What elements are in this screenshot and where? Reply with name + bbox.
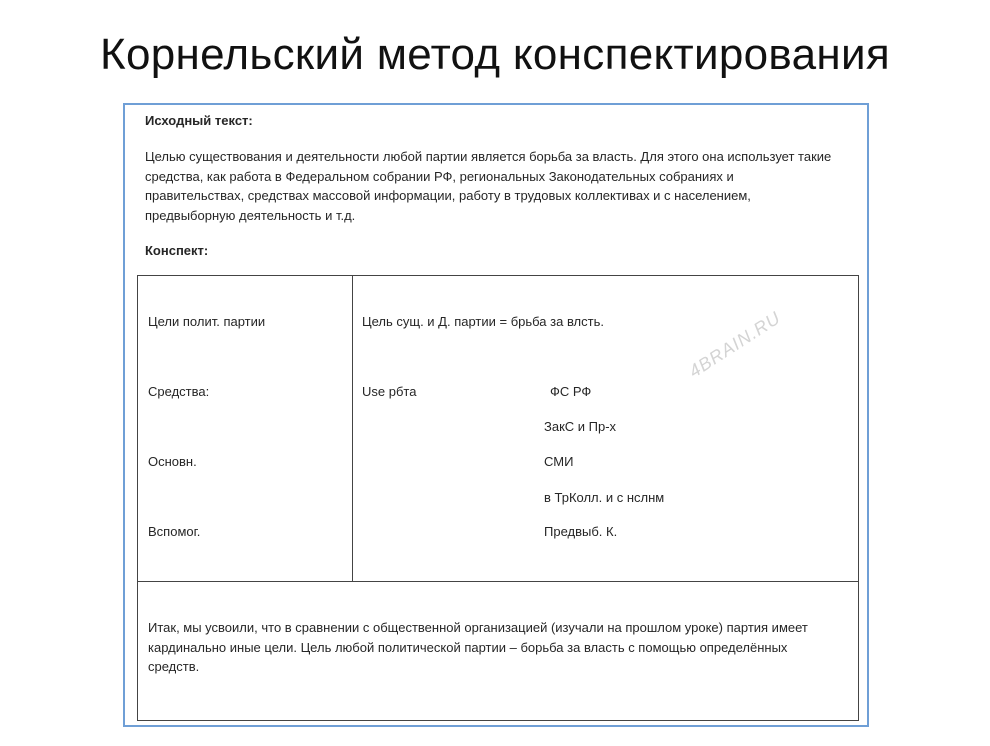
note-item: СМИ [544, 454, 574, 469]
cue-party-goals: Цели полит. партии [148, 314, 266, 329]
cue-means: Средства: [148, 384, 210, 399]
cue-main: Основн. [148, 454, 197, 469]
source-text-body: Целью существования и деятельности любой партии является борьба за власть. Для этого она использует такие средства, как работа в Федеральном собрании РФ, региональных Законодательных собраниях и правительствах, средствах массовой информации, работу в трудовых коллективах и с населением, предвыборную деятельность и т.д. [145, 149, 832, 223]
note-item: Предвыб. К. [544, 524, 618, 539]
note-item: в ТрКолл. и с нслнм [544, 490, 665, 505]
note-goal: Цель сущ. и Д. партии = брьба за влсть. [362, 314, 604, 329]
summary-label: Конспект: [145, 243, 209, 258]
note-item: ЗакС и Пр-х [544, 419, 617, 434]
watermark: 4BRAIN.RU [685, 307, 785, 382]
slide-title: Корнельский метод конспектирования [100, 30, 890, 79]
note-use-work: Use рбта [362, 384, 417, 399]
cue-column-divider [352, 276, 353, 581]
cornell-example-figure [123, 103, 869, 727]
summary-conclusion: Итак, мы усвоили, что в сравнении с общественной организацией (изучали на прошлом уроке) партия имеет кардинально иные цели. Цель любой политической партии – борьба за власть с помощью определённых средств. [148, 620, 808, 674]
note-item: ФС РФ [550, 384, 592, 399]
summary-row-divider [138, 581, 858, 582]
source-text-label: Исходный текст: [145, 113, 253, 128]
cue-auxiliary: Вспомог. [148, 524, 201, 539]
